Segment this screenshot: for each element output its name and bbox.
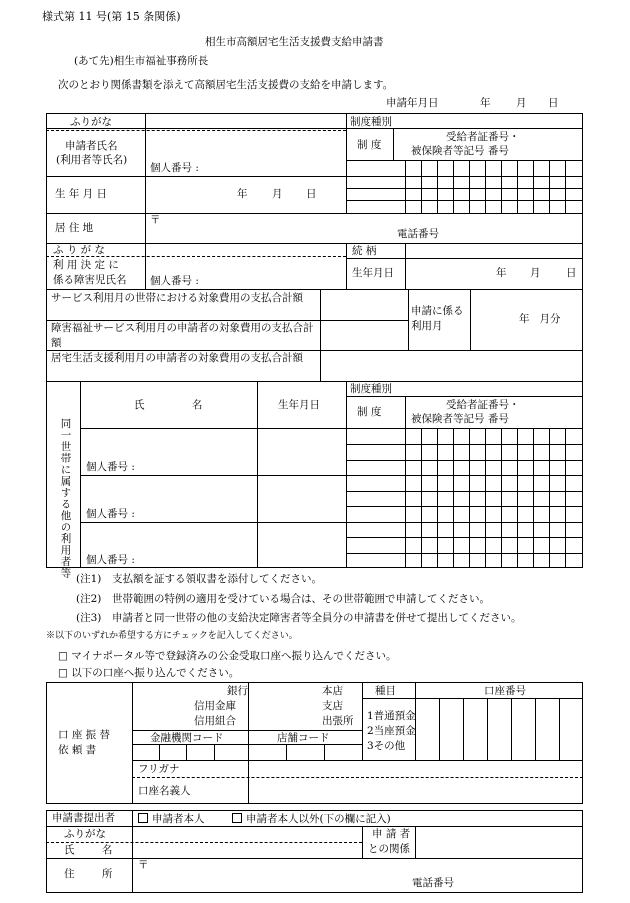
branch-code-label: 店舗コード: [277, 732, 330, 744]
child-label: 利 用 決 定 に: [53, 259, 119, 271]
relation-label: 続 柄: [352, 245, 377, 257]
applicant-name-label: 申請者氏名: [65, 140, 118, 152]
note-2-label: (注2): [76, 593, 102, 605]
submitter-furigana-label: ふりがな: [64, 828, 106, 840]
note-1: 支払額を証する領収書を添付してください。: [112, 573, 322, 585]
child-personal-no: 個人番号 :: [150, 275, 199, 287]
household-personal-no-2: 個人番号 :: [86, 508, 135, 520]
household-cert-no-2: 被保険者等記号 番号: [411, 413, 509, 425]
branch-type-honten: 本店: [322, 685, 343, 697]
child-birth-year: 年: [496, 267, 507, 279]
submitter-self-option[interactable]: [138, 813, 205, 825]
system-label: 制 度: [357, 139, 382, 151]
postal-mark: 〒: [150, 214, 161, 226]
branch-type-shutchojo: 出張所: [322, 715, 354, 727]
option-mynaportal[interactable]: □ マイナポータル等で登録済みの公金受取口座へ振り込んでください。: [58, 650, 397, 662]
applicant-furigana-label: ふりがな: [70, 116, 112, 128]
cost-row-3: 居宅生活支援利用月の申請者の対象費用の支払合計額: [51, 352, 303, 364]
relation-label-1: 申 請 者: [372, 828, 411, 840]
applicant-name-sublabel: (利用者等氏名): [56, 154, 128, 166]
date-day: 日: [548, 97, 559, 109]
submitter-postal-mark: 〒: [138, 859, 149, 871]
account-type-label: 種目: [375, 685, 396, 697]
submitter-other-option[interactable]: [232, 813, 391, 825]
birth-day: 日: [306, 188, 317, 200]
child-furigana-label: ふ り が な: [53, 244, 106, 256]
household-personal-no-3: 個人番号 :: [86, 554, 135, 566]
bank-type-shinkin: 信用金庫: [194, 700, 236, 712]
submitter-other-checkbox[interactable]: [232, 813, 242, 823]
form-title: 相生市高額居宅生活支援費支給申請書: [205, 36, 384, 48]
household-cert-no: 受給者証番号・: [446, 399, 520, 411]
submitter-self-checkbox[interactable]: [138, 813, 148, 823]
birth-month: 月: [272, 188, 283, 200]
addressee: (あて先)相生市福祉事務所長: [74, 55, 209, 67]
account-type-3: 3その他: [367, 740, 406, 752]
address-label: 居 住 地: [55, 222, 94, 234]
option-bank-account[interactable]: □ 以下の口座へ振り込んでください。: [58, 667, 240, 679]
institution-code-label: 金融機関コード: [150, 732, 224, 744]
submitter-address-label: 住 所: [64, 868, 125, 880]
bank-type-kumiai: 信用組合: [194, 715, 236, 727]
birth-year: 年: [237, 188, 248, 200]
submitter-label: 申請書提出者: [52, 812, 115, 824]
note-2: 世帯範囲の特例の適用を受けている場合は、その世帯範囲で申請してください。: [112, 593, 490, 605]
cert-no-label-2: 被保険者等記号 番号: [411, 145, 509, 157]
bank-transfer-label: 口 座 振 替: [58, 729, 111, 741]
note-3: 申請者と同一世帯の他の支給決定障害者等全員分の申請書を併せて提出してください。: [112, 612, 522, 624]
account-number-label: 口座番号: [484, 685, 526, 697]
child-birth-day: 日: [566, 267, 577, 279]
birth-date-label: 生 年 月 日: [55, 188, 108, 200]
cost-row-1: サービス利用月の世帯における対象費用の支払合計額: [51, 292, 303, 304]
household-system-type: 制度種別: [350, 383, 392, 395]
branch-type-shiten: 支店: [322, 700, 343, 712]
account-type-1: 1普通預金: [367, 710, 416, 722]
check-note: ※以下のいずれか希望する方にチェックを記入してください。: [46, 631, 298, 641]
cost-row-2: 障害福祉サービス利用月の申請者の対象費用の支払合計額: [51, 322, 314, 349]
date-year: 年: [480, 97, 491, 109]
submitter-name-label: 氏 名: [64, 844, 125, 856]
phone-label: 電話番号: [397, 228, 439, 240]
child-birth-month: 月: [530, 267, 541, 279]
account-furigana-label: フリガナ: [138, 763, 180, 775]
relation-label-2: との関係: [368, 843, 410, 855]
intro-text: 次のとおり関係書類を添えて高額居宅生活支援費の支給を申請します。: [58, 79, 394, 91]
usage-month-label: 申請に係る利用月: [411, 305, 464, 332]
household-name-col: 氏 名: [134, 399, 225, 411]
submitter-self-text: 申請者本人: [152, 813, 205, 825]
household-side-label: 同一世帯に属する他の利用者等: [59, 418, 72, 579]
household-birth-col: 生年月日: [278, 399, 320, 411]
note-3-label: (注3): [76, 612, 102, 624]
date-month: 月: [516, 97, 527, 109]
submitter-other-text: 申請者本人以外(下の欄に記入): [246, 813, 391, 825]
usage-year-month: 年 月分: [519, 313, 561, 325]
applicant-personal-no: 個人番号 :: [150, 162, 199, 174]
system-type-label: 制度種別: [350, 116, 392, 128]
date-label: 申請年月日: [386, 97, 439, 109]
household-personal-no-1: 個人番号 :: [86, 461, 135, 473]
bank-transfer-label-2: 依 頼 書: [58, 744, 97, 756]
submitter-phone-label: 電話番号: [412, 877, 454, 889]
note-1-label: (注1): [76, 573, 102, 585]
form-number: 様式第 11 号(第 15 条関係): [42, 10, 181, 23]
cert-no-label: 受給者証番号・: [446, 131, 520, 143]
child-label-2: 係る障害児氏名: [53, 274, 127, 286]
account-type-2: 2当座預金: [367, 725, 416, 737]
bank-type-bank: 銀行: [227, 685, 248, 697]
child-birth-label: 生年月日: [352, 267, 394, 279]
household-system: 制 度: [357, 406, 382, 418]
account-holder-label: 口座名義人: [138, 785, 191, 797]
